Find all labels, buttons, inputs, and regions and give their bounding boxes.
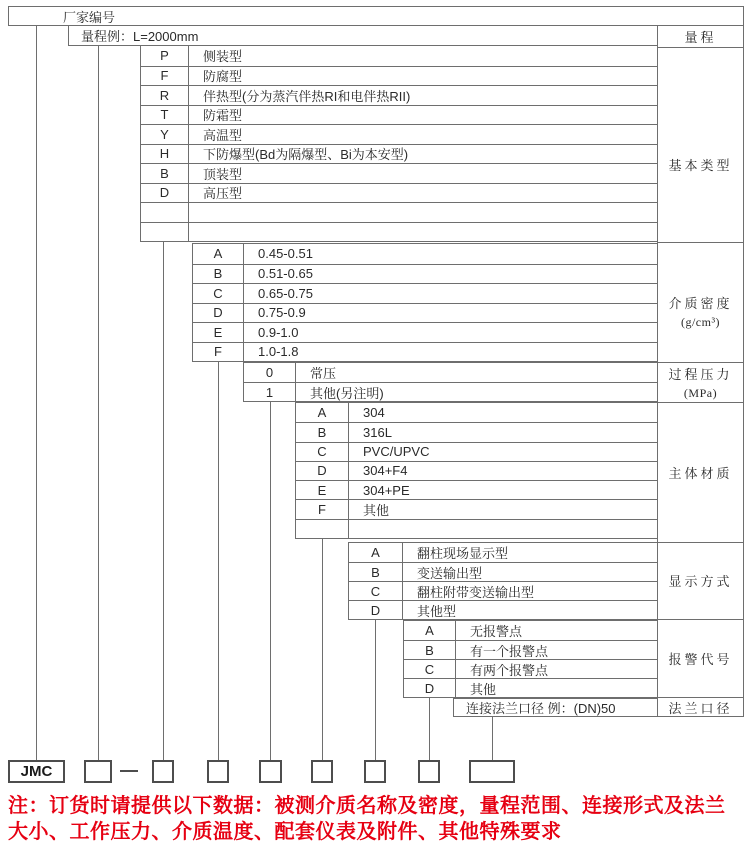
code-cell: 1 <box>244 382 296 401</box>
desc-cell: 1.0-1.8 <box>244 342 657 362</box>
pressure-table <box>243 362 658 402</box>
category-label-column <box>657 25 744 717</box>
desc-cell: 304+F4 <box>349 461 657 480</box>
desc-cell: 翻柱附带变送输出型 <box>403 581 657 600</box>
code-cell-empty <box>296 519 349 538</box>
code-cell: A <box>193 244 244 264</box>
display-mode-table <box>348 542 658 620</box>
code-cell: B <box>141 163 189 183</box>
model-prefix-text: JMC <box>20 763 53 780</box>
connector-line-pressure <box>270 401 271 761</box>
code-cell: H <box>141 144 189 164</box>
code-cell-empty <box>141 202 189 222</box>
desc-cell: 其他型 <box>403 600 657 619</box>
desc-cell: PVC/UPVC <box>349 442 657 461</box>
code-cell: E <box>193 322 244 342</box>
connector-line-factory <box>36 25 37 761</box>
label-display-mode <box>658 542 743 620</box>
label-pressure <box>658 362 743 402</box>
label-display-mode-text: 显示方式 <box>668 574 733 590</box>
connector-line-display <box>375 619 376 761</box>
model-code-box-basic-type <box>152 760 174 783</box>
code-cell-empty <box>141 222 189 242</box>
code-cell: B <box>193 264 244 284</box>
desc-cell-empty <box>349 519 657 538</box>
ordering-note <box>8 793 748 845</box>
desc-cell: 变送输出型 <box>403 562 657 581</box>
desc-cell: 316L <box>349 422 657 441</box>
code-cell: C <box>296 442 349 461</box>
desc-cell: 伴热型(分为蒸汽伴热RI和电伴热RII) <box>189 85 657 105</box>
desc-cell: 下防爆型(Bd为隔爆型、Bi为本安型) <box>189 144 657 164</box>
code-cell: B <box>296 422 349 441</box>
model-code-box-flange <box>469 760 515 783</box>
connector-line-range <box>98 46 99 761</box>
factory-number-row <box>8 6 744 26</box>
flange-diameter-row <box>453 698 658 717</box>
desc-cell: 0.9-1.0 <box>244 322 657 342</box>
desc-cell: 304 <box>363 405 385 421</box>
desc-cell: 防腐型 <box>189 66 657 86</box>
connector-line-flange <box>492 716 493 761</box>
desc-cell: 0.75-0.9 <box>244 303 657 323</box>
desc-cell: 有两个报警点 <box>456 659 657 678</box>
density-table <box>192 243 658 362</box>
code-cell: D <box>349 600 403 619</box>
code-cell: D <box>193 303 244 323</box>
label-density <box>658 242 743 362</box>
desc-cell: 常压 <box>310 366 337 381</box>
connector-line-basic-type <box>163 241 164 761</box>
label-pressure-unit: (MPa) <box>683 386 718 401</box>
desc-cell: 无报警点 <box>470 624 523 639</box>
code-cell: B <box>349 562 403 581</box>
label-range <box>658 26 743 47</box>
label-alarm-text: 报警代号 <box>668 652 733 668</box>
code-cell: F <box>141 66 189 86</box>
desc-cell: 其他 <box>349 499 657 518</box>
code-cell: T <box>141 105 189 125</box>
model-prefix-box <box>8 760 65 783</box>
model-code-box-pressure <box>259 760 282 783</box>
ordering-note-line2: 大小、工作压力、介质温度、配套仪表及附件、其他特殊要求 <box>8 821 562 843</box>
label-material <box>658 402 743 542</box>
code-cell: 0 <box>244 363 296 382</box>
dash-separator <box>120 770 138 772</box>
desc-cell: 翻柱现场显示型 <box>417 546 509 561</box>
desc-cell-empty <box>189 222 657 242</box>
code-cell: C <box>193 283 244 303</box>
model-code-box-alarm <box>418 760 440 783</box>
desc-cell: 有一个报警点 <box>456 640 657 659</box>
factory-number-label: 厂家编号 <box>63 9 116 25</box>
desc-cell: 304+PE <box>349 480 657 499</box>
model-code-box-density <box>207 760 229 783</box>
code-cell: B <box>404 640 456 659</box>
label-range-text: 量程 <box>684 29 717 45</box>
label-density-unit: (g/cm³) <box>680 315 721 330</box>
model-code-box-material <box>311 760 333 783</box>
desc-cell: 高压型 <box>189 183 657 203</box>
material-table <box>295 402 658 539</box>
range-example-label: 量程例：L=2000mm <box>81 29 199 44</box>
range-example-row <box>68 25 658 46</box>
desc-cell: 侧装型 <box>203 49 243 65</box>
connector-line-material <box>322 538 323 761</box>
code-cell: F <box>296 499 349 518</box>
connector-line-alarm <box>429 697 430 761</box>
code-cell: A <box>296 403 349 422</box>
code-cell: F <box>193 342 244 362</box>
desc-cell: 高温型 <box>189 124 657 144</box>
label-flange <box>658 697 743 716</box>
label-density-text: 介质密度 <box>668 296 733 312</box>
code-cell: D <box>404 678 456 697</box>
desc-cell: 防霜型 <box>189 105 657 125</box>
desc-cell: 其他 <box>456 678 657 697</box>
ordering-note-line1: 注：订货时请提供以下数据：被测介质名称及密度，量程范围、连接形式及法兰 <box>8 795 726 817</box>
model-code-box-range <box>84 760 112 783</box>
label-pressure-text: 过程压力 <box>668 367 733 383</box>
code-cell: P <box>141 46 189 66</box>
alarm-table <box>403 620 658 698</box>
code-cell: C <box>349 581 403 600</box>
label-basic-type <box>658 47 743 242</box>
connector-line-density <box>218 361 219 761</box>
code-cell: A <box>404 621 456 640</box>
desc-cell: 其他(另注明) <box>296 382 657 401</box>
desc-cell: 0.45-0.51 <box>258 246 313 262</box>
code-cell: E <box>296 480 349 499</box>
label-flange-text: 法兰口径 <box>668 700 733 716</box>
label-basic-type-text: 基本类型 <box>668 157 733 173</box>
model-code-box-display <box>364 760 386 783</box>
code-cell: D <box>296 461 349 480</box>
desc-cell-empty <box>189 202 657 222</box>
desc-cell: 顶装型 <box>189 163 657 183</box>
basic-type-table <box>140 45 658 242</box>
code-cell: Y <box>141 124 189 144</box>
desc-cell: 0.51-0.65 <box>244 264 657 284</box>
label-alarm <box>658 619 743 697</box>
desc-cell: 0.65-0.75 <box>244 283 657 303</box>
code-cell: R <box>141 85 189 105</box>
code-cell: C <box>404 659 456 678</box>
label-material-text: 主体材质 <box>668 465 733 481</box>
code-cell: A <box>349 543 403 562</box>
flange-diameter-text: 连接法兰口径 例：(DN)50 <box>466 701 616 716</box>
code-cell: D <box>141 183 189 203</box>
